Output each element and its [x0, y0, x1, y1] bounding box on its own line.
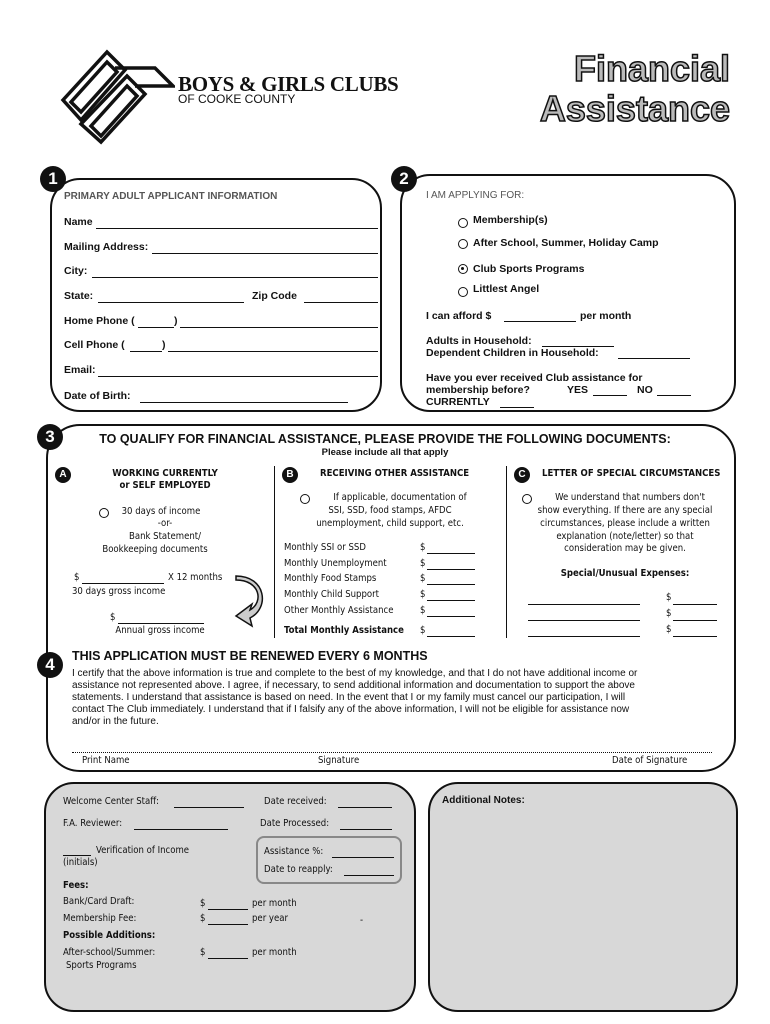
- bank-draft-dollar: $: [200, 898, 206, 909]
- special-expense-1-desc[interactable]: [528, 604, 640, 605]
- no-field[interactable]: [657, 395, 691, 396]
- col-c-desc-3: circumstances, please include a written: [540, 518, 710, 529]
- child-support-field[interactable]: [427, 600, 475, 601]
- club-sports-radio[interactable]: [458, 264, 468, 274]
- col-a-gross30: 30 days gross income: [72, 586, 166, 597]
- col-c-badge: C: [514, 467, 530, 483]
- additional-notes-box[interactable]: [428, 782, 738, 1012]
- fa-reviewer-field[interactable]: [134, 829, 228, 830]
- special-expense-3-dollar: $: [666, 624, 672, 635]
- assistance-pct-label: Assistance %:: [264, 846, 324, 857]
- name-field[interactable]: [96, 228, 378, 229]
- club-logo: [45, 40, 175, 148]
- section-3-subtitle: Please include all that apply: [321, 447, 449, 458]
- special-expenses-label: Special/Unusual Expenses:: [560, 568, 690, 579]
- additional-notes-title: Additional Notes:: [442, 795, 525, 806]
- col-a-opt4: Bookkeeping documents: [102, 544, 208, 555]
- bank-draft-unit: per month: [252, 898, 297, 909]
- home-phone-label: Home Phone (: [64, 315, 135, 327]
- col-a-annual-field[interactable]: [118, 623, 204, 624]
- col-c-desc-1: We understand that numbers don't: [555, 492, 705, 503]
- children-field[interactable]: [618, 358, 690, 359]
- date-received-label: Date received:: [264, 796, 327, 807]
- home-phone-area-field[interactable]: [138, 327, 174, 328]
- col-b-title: RECEIVING OTHER ASSISTANCE: [320, 468, 470, 479]
- after-school-unit: per month: [252, 947, 297, 958]
- bank-draft-field[interactable]: [208, 909, 248, 910]
- welcome-staff-field[interactable]: [174, 807, 244, 808]
- col-a-opt2: -or-: [157, 518, 173, 529]
- mailing-address-field[interactable]: [152, 253, 378, 254]
- section-1-title: PRIMARY ADULT APPLICANT INFORMATION: [64, 191, 278, 202]
- certification-line-3: statements. I understand that assistance is based on need. In the event that I or my family must cancel our participation, I will: [72, 692, 626, 703]
- date-processed-label: Date Processed:: [260, 818, 330, 829]
- email-label: Email:: [64, 364, 96, 376]
- membership-radio[interactable]: [458, 218, 468, 228]
- fa-reviewer-label: F.A. Reviewer:: [63, 818, 123, 829]
- food-stamps-field[interactable]: [427, 584, 475, 585]
- col-a-dollar: $: [74, 572, 80, 583]
- state-field[interactable]: [98, 302, 244, 303]
- special-expense-3-desc[interactable]: [528, 636, 640, 637]
- unemployment-field[interactable]: [427, 569, 475, 570]
- possible-additions-label: Possible Additions:: [63, 930, 156, 941]
- certification-line-5: and/or in the future.: [72, 716, 159, 727]
- certification-line-4: contact The Club immediately. I understand that if I falsify any of the above information, I will not be eligible for assistance now: [72, 704, 630, 715]
- afford-field[interactable]: [504, 321, 576, 322]
- littlest-angel-radio[interactable]: [458, 287, 468, 297]
- after-school-radio[interactable]: [458, 239, 468, 249]
- special-expense-2-amount[interactable]: [673, 620, 717, 621]
- col-a-annual-label: Annual gross income: [115, 625, 205, 636]
- col-b-badge: B: [282, 467, 298, 483]
- name-label: Name: [64, 216, 93, 228]
- currently-label: CURRENTLY: [426, 396, 490, 408]
- ssi-field[interactable]: [427, 553, 475, 554]
- assistance-panel: [256, 836, 402, 884]
- col-c-desc-2: show everything. If there are any special: [537, 505, 713, 516]
- date-received-field[interactable]: [338, 807, 392, 808]
- food-stamps-dollar: $: [420, 573, 426, 584]
- dash-mark: -: [360, 915, 364, 926]
- verification-label: Verification of Income: [96, 845, 190, 856]
- afford-label: I can afford $: [426, 310, 492, 322]
- membership-fee-dollar: $: [200, 913, 206, 924]
- col-c-title: LETTER OF SPECIAL CIRCUMSTANCES: [542, 468, 721, 479]
- after-school-dollar: $: [200, 947, 206, 958]
- after-school-label: After-school/Summer:: [63, 947, 156, 958]
- fees-label: Fees:: [63, 880, 89, 891]
- signature-line[interactable]: [72, 752, 712, 753]
- bank-draft-label: Bank/Card Draft:: [63, 896, 135, 907]
- club-sports-option-label: Club Sports Programs: [473, 263, 585, 275]
- col-a-monthly-field[interactable]: [82, 583, 164, 584]
- littlest-angel-option-label: Littlest Angel: [473, 283, 540, 295]
- special-expense-3-amount[interactable]: [673, 636, 717, 637]
- col-a-title-1: WORKING CURRENTLY: [112, 468, 218, 479]
- unemployment-dollar: $: [420, 558, 426, 569]
- yes-field[interactable]: [593, 395, 627, 396]
- date-reapply-field[interactable]: [344, 875, 394, 876]
- col-b-desc-3: unemployment, child support, etc.: [316, 518, 464, 529]
- date-reapply-label: Date to reapply:: [264, 864, 333, 875]
- city-label: City:: [64, 265, 88, 277]
- section-1-badge: 1: [40, 166, 66, 192]
- section-4-badge: 4: [37, 652, 63, 678]
- col-divider-1: [274, 466, 275, 638]
- mailing-address-label: Mailing Address:: [64, 241, 149, 253]
- afford-unit: per month: [580, 310, 632, 322]
- cell-phone-paren: ): [162, 339, 166, 351]
- col-a-opt3: Bank Statement/: [128, 531, 202, 542]
- page-title-line2: Assistance: [539, 88, 730, 129]
- section-4-title: THIS APPLICATION MUST BE RENEWED EVERY 6 MONTHS: [72, 649, 428, 663]
- after-school-field[interactable]: [208, 958, 248, 959]
- date-processed-field[interactable]: [340, 829, 392, 830]
- sports-programs-label: Sports Programs: [66, 960, 137, 971]
- other-assistance-dollar: $: [420, 605, 426, 616]
- col-a-opt1: 30 days of income: [121, 506, 201, 517]
- unemployment-label: Monthly Unemployment: [284, 558, 387, 569]
- col-a-dollar-2: $: [110, 612, 116, 623]
- org-name: BOYS & GIRLS CLUBS: [178, 72, 399, 96]
- email-field[interactable]: [98, 376, 378, 377]
- total-assistance-label: Total Monthly Assistance: [284, 625, 404, 636]
- col-b-desc-2: SSI, SSD, food stamps, AFDC: [328, 505, 452, 516]
- col-divider-2: [506, 466, 507, 638]
- ssi-label: Monthly SSI or SSD: [284, 542, 366, 553]
- no-label: NO: [637, 384, 653, 396]
- col-a-title-2: or SELF EMPLOYED: [119, 480, 211, 491]
- child-support-label: Monthly Child Support: [284, 589, 379, 600]
- currently-field[interactable]: [500, 407, 534, 408]
- print-name-label: Print Name: [82, 755, 130, 766]
- signature-label: Signature: [318, 755, 360, 766]
- assistance-pct-field[interactable]: [332, 857, 394, 858]
- food-stamps-label: Monthly Food Stamps: [284, 573, 377, 584]
- zip-field[interactable]: [304, 302, 378, 303]
- dob-label: Date of Birth:: [64, 390, 131, 402]
- membership-option-label: Membership(s): [473, 214, 548, 226]
- cell-phone-label: Cell Phone (: [64, 339, 125, 351]
- section-3-title: TO QUALIFY FOR FINANCIAL ASSISTANCE, PLEASE PROVIDE THE FOLLOWING DOCUMENTS:: [99, 432, 671, 446]
- other-assistance-label: Other Monthly Assistance: [284, 605, 394, 616]
- verification-initials-field[interactable]: [63, 855, 91, 856]
- section-3-badge: 3: [37, 424, 63, 450]
- special-expense-2-desc[interactable]: [528, 620, 640, 621]
- welcome-staff-label: Welcome Center Staff:: [63, 796, 160, 807]
- other-assistance-field[interactable]: [427, 616, 475, 617]
- ssi-dollar: $: [420, 542, 426, 553]
- membership-fee-field[interactable]: [208, 924, 248, 925]
- after-school-option-label: After School, Summer, Holiday Camp: [473, 237, 659, 249]
- total-assistance-dollar: $: [420, 625, 426, 636]
- certification-line-1: I certify that the above information is true and complete to the best of my knowledge, and that I do not have additional income or: [72, 668, 638, 679]
- down-arrow-icon: [230, 574, 266, 628]
- special-expense-2-dollar: $: [666, 608, 672, 619]
- yes-label: YES: [567, 384, 589, 396]
- prior-assistance-q1: Have you ever received Club assistance for: [426, 372, 643, 384]
- total-assistance-field[interactable]: [427, 636, 475, 637]
- city-field[interactable]: [92, 277, 378, 278]
- section-2-badge: 2: [391, 166, 417, 192]
- special-expense-1-amount[interactable]: [673, 604, 717, 605]
- membership-fee-label: Membership Fee:: [63, 913, 137, 924]
- home-phone-paren: ): [174, 315, 178, 327]
- membership-fee-unit: per year: [252, 913, 288, 924]
- date-of-signature-label: Date of Signature: [612, 755, 688, 766]
- col-a-x12: X 12 months: [168, 572, 223, 583]
- children-label: Dependent Children in Household:: [426, 347, 599, 359]
- certification-line-2: assistance not represented above. I agree, if necessary, to send additional information and documentation to support the above: [72, 680, 635, 691]
- page-title-line1: Financial: [573, 48, 730, 89]
- col-a-badge: A: [55, 467, 71, 483]
- child-support-dollar: $: [420, 589, 426, 600]
- col-b-desc-1: If applicable, documentation of: [333, 492, 467, 503]
- col-c-desc-4: explanation (note/letter) so that: [556, 531, 694, 542]
- col-c-desc-5: consideration may be given.: [564, 543, 686, 554]
- prior-assistance-q2: membership before?: [426, 384, 530, 396]
- org-subname: OF COOKE COUNTY: [178, 92, 296, 106]
- initials-label: (initials): [63, 857, 98, 868]
- zip-label: Zip Code: [252, 290, 297, 302]
- section-2-title: I AM APPLYING FOR:: [426, 190, 525, 201]
- home-phone-field[interactable]: [180, 327, 378, 328]
- cell-phone-area-field[interactable]: [130, 351, 162, 352]
- adults-label: Adults in Household:: [426, 335, 532, 347]
- special-expense-1-dollar: $: [666, 592, 672, 603]
- state-label: State:: [64, 290, 94, 302]
- cell-phone-field[interactable]: [168, 351, 378, 352]
- dob-field[interactable]: [140, 402, 348, 403]
